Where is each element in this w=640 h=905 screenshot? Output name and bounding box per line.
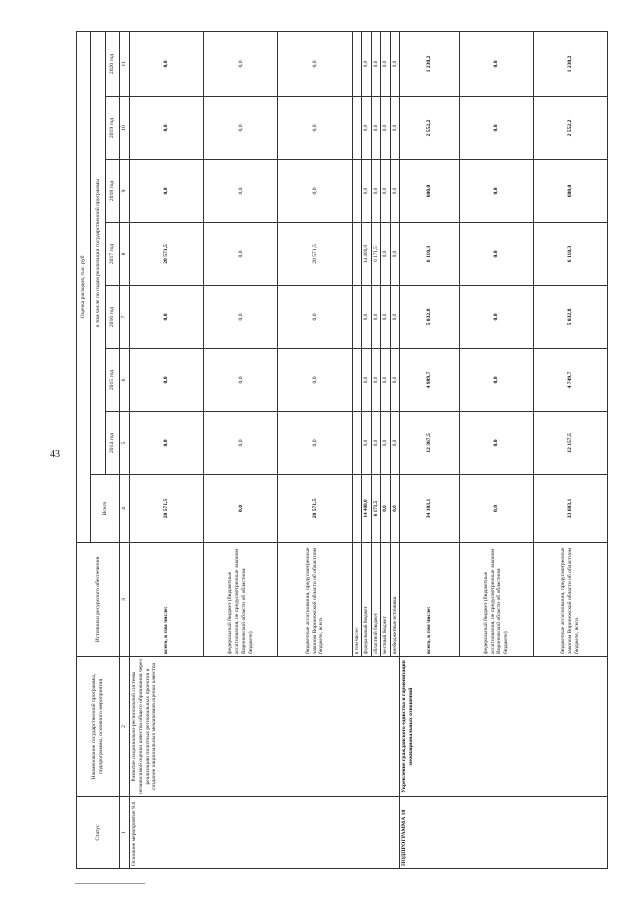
source-label: всего, в том числе: xyxy=(130,543,204,657)
value-cell: 0,0 xyxy=(362,286,372,349)
rotated-table-page xyxy=(76,32,608,869)
value-cell: 0,0 xyxy=(204,412,278,475)
value-cell: 0,0 xyxy=(381,97,391,160)
value-cell: 14 400,0 xyxy=(362,223,372,286)
value-cell: 0,0 xyxy=(390,475,400,543)
value-cell: 0,0 xyxy=(459,349,533,412)
value-cell: 20 571,5 xyxy=(130,223,204,286)
value-cell: 33 683,1 xyxy=(533,475,607,543)
value-cell: 0,0 xyxy=(371,349,381,412)
value-cell: 0,0 xyxy=(362,97,372,160)
header-year: 2016 год xyxy=(105,286,119,349)
column-number: 7 xyxy=(120,286,130,349)
header-name: Наименование государственной программы, подпрограммы, основного мероприятия xyxy=(77,657,120,797)
value-cell: 0,0 xyxy=(381,412,391,475)
value-cell: 0,0 xyxy=(381,286,391,349)
header-by-years: в том числе по годам реализации государственной программы xyxy=(91,31,105,474)
value-cell: 5 032,8 xyxy=(400,286,460,349)
value-cell: 20 571,5 xyxy=(130,475,204,543)
header-source: Источники ресурсного обеспечения xyxy=(77,543,120,657)
header-year: 2017 год xyxy=(105,223,119,286)
header-status: Статус xyxy=(77,797,120,869)
source-label: федеральный бюджет (бюджетные ассигнования, не предусмотренные законом Воронежской области об областном бюджете) xyxy=(459,543,533,657)
value-cell: 0,0 xyxy=(204,31,278,96)
value-cell: 20 571,5 xyxy=(278,475,352,543)
column-number-row xyxy=(120,31,130,868)
value-cell: 0,0 xyxy=(204,349,278,412)
value-cell: 0,0 xyxy=(381,223,391,286)
value-cell: 0,0 xyxy=(204,286,278,349)
value-cell: 0,0 xyxy=(362,160,372,223)
value-cell: 34 103,1 xyxy=(400,475,460,543)
value-cell: 0,0 xyxy=(130,412,204,475)
value-cell: 0,0 xyxy=(278,286,352,349)
value-cell: 0,0 xyxy=(130,286,204,349)
value-cell: 0,0 xyxy=(130,349,204,412)
source-label: внебюджетные источники xyxy=(390,543,400,657)
value-cell: 2 552,2 xyxy=(400,97,460,160)
value-cell: 0,0 xyxy=(459,475,533,543)
value-cell: 5 032,8 xyxy=(533,286,607,349)
header-year: 2018 год xyxy=(105,160,119,223)
source-label: федеральный бюджет xyxy=(362,543,372,657)
budget-table xyxy=(76,31,608,869)
value-cell: 0,0 xyxy=(381,31,391,96)
source-label: бюджетные ассигнования, предусмотренные законом Воронежской области об областном бюджете, всего xyxy=(278,543,352,657)
source-label: областной бюджет xyxy=(371,543,381,657)
value-cell: 0,0 xyxy=(381,160,391,223)
value-cell: 0,0 xyxy=(390,286,400,349)
value-cell: 0,0 xyxy=(371,31,381,96)
column-number: 6 xyxy=(120,349,130,412)
value-cell: 0,0 xyxy=(278,31,352,96)
value-cell: 0,0 xyxy=(459,286,533,349)
row-status: ПОДПРОГРАММА 10 xyxy=(400,797,608,869)
value-cell: 14 400,0 xyxy=(362,475,372,543)
header-total: Всего xyxy=(91,475,120,543)
value-cell: 2 552,2 xyxy=(533,97,607,160)
header-year: 2014 год xyxy=(105,412,119,475)
value-cell: 0,0 xyxy=(371,160,381,223)
column-number: 5 xyxy=(120,412,130,475)
value-cell: 0,0 xyxy=(459,160,533,223)
source-label: в том числе: xyxy=(352,543,362,657)
row-status: Основное мероприятие 9.4 xyxy=(130,797,400,869)
value-cell: 1 230,2 xyxy=(400,31,460,96)
source-label: всего, в том числе: xyxy=(400,543,460,657)
value-cell: 0,0 xyxy=(278,412,352,475)
value-cell: 0,0 xyxy=(204,160,278,223)
header-year: 2015 год xyxy=(105,349,119,412)
value-cell: 600,0 xyxy=(533,160,607,223)
value-cell: 0,0 xyxy=(130,160,204,223)
value-cell: 0,0 xyxy=(459,412,533,475)
column-number: 4 xyxy=(120,475,130,543)
value-cell: 0,0 xyxy=(390,31,400,96)
value-cell: 1 230,2 xyxy=(533,31,607,96)
source-label: бюджетные ассигнования, предусмотренные законом Воронежской области об областном бюджете, всего xyxy=(533,543,607,657)
header-estimate: Оценка расходов, тыс. руб xyxy=(77,31,91,542)
column-number: 9 xyxy=(120,160,130,223)
page-number: 43 xyxy=(50,449,60,460)
value-cell: 0,0 xyxy=(390,160,400,223)
value-cell: 12 157,5 xyxy=(533,412,607,475)
value-cell: 0,0 xyxy=(459,97,533,160)
header-year: 2019 год xyxy=(105,97,119,160)
header-year: 2020 год xyxy=(105,31,119,96)
value-cell: 0,0 xyxy=(362,349,372,412)
value-cell: 6 171,5 xyxy=(371,475,381,543)
value-cell: 6 110,3 xyxy=(400,223,460,286)
value-cell: 0,0 xyxy=(204,475,278,543)
value-cell: 0,0 xyxy=(390,412,400,475)
row-name: Развитие национально-региональной системы независимой оценки качества общего образования через реализацию пилотных региональных проектов и создание национальных механизмов оценки качества xyxy=(130,657,400,797)
value-cell: 0,0 xyxy=(278,349,352,412)
value-cell: 0,0 xyxy=(371,286,381,349)
source-label: местный бюджет xyxy=(381,543,391,657)
value-cell: 0,0 xyxy=(278,97,352,160)
value-cell: 0,0 xyxy=(371,97,381,160)
value-cell: 0,0 xyxy=(381,475,391,543)
value-cell: 600,0 xyxy=(400,160,460,223)
value-cell: 20 571,5 xyxy=(278,223,352,286)
value-cell: 0,0 xyxy=(204,97,278,160)
value-cell: 0,0 xyxy=(390,223,400,286)
value-cell: 0,0 xyxy=(130,97,204,160)
value-cell: 0,0 xyxy=(130,31,204,96)
value-cell: 4 749,7 xyxy=(533,349,607,412)
row-name: Укрепление гражданского единства и гармонизация межнациональных отношений xyxy=(400,657,608,797)
source-label: федеральный бюджет (бюджетные ассигнования, не предусмотренные законом Воронежской области об областном бюджете) xyxy=(204,543,278,657)
column-number: 11 xyxy=(120,31,130,96)
value-cell: 0,0 xyxy=(362,31,372,96)
value-cell: 6 110,3 xyxy=(533,223,607,286)
value-cell: 4 989,7 xyxy=(400,349,460,412)
column-number: 2 xyxy=(120,657,130,797)
value-cell: 0,0 xyxy=(381,349,391,412)
value-cell: 0,0 xyxy=(390,97,400,160)
value-cell: 0,0 xyxy=(459,223,533,286)
value-cell: 0,0 xyxy=(204,223,278,286)
table-row xyxy=(400,31,460,868)
footnote-rule xyxy=(75,883,145,884)
value-cell: 6 171,5 xyxy=(371,223,381,286)
value-cell: 12 367,5 xyxy=(400,412,460,475)
header-row-1 xyxy=(77,31,91,868)
value-cell: 0,0 xyxy=(390,349,400,412)
value-cell: 0,0 xyxy=(371,412,381,475)
column-number: 10 xyxy=(120,97,130,160)
table-row xyxy=(130,31,204,868)
column-number: 1 xyxy=(120,797,130,869)
value-cell: 0,0 xyxy=(459,31,533,96)
value-cell: 0,0 xyxy=(362,412,372,475)
column-number: 8 xyxy=(120,223,130,286)
value-cell: 0,0 xyxy=(278,160,352,223)
column-number: 3 xyxy=(120,543,130,657)
